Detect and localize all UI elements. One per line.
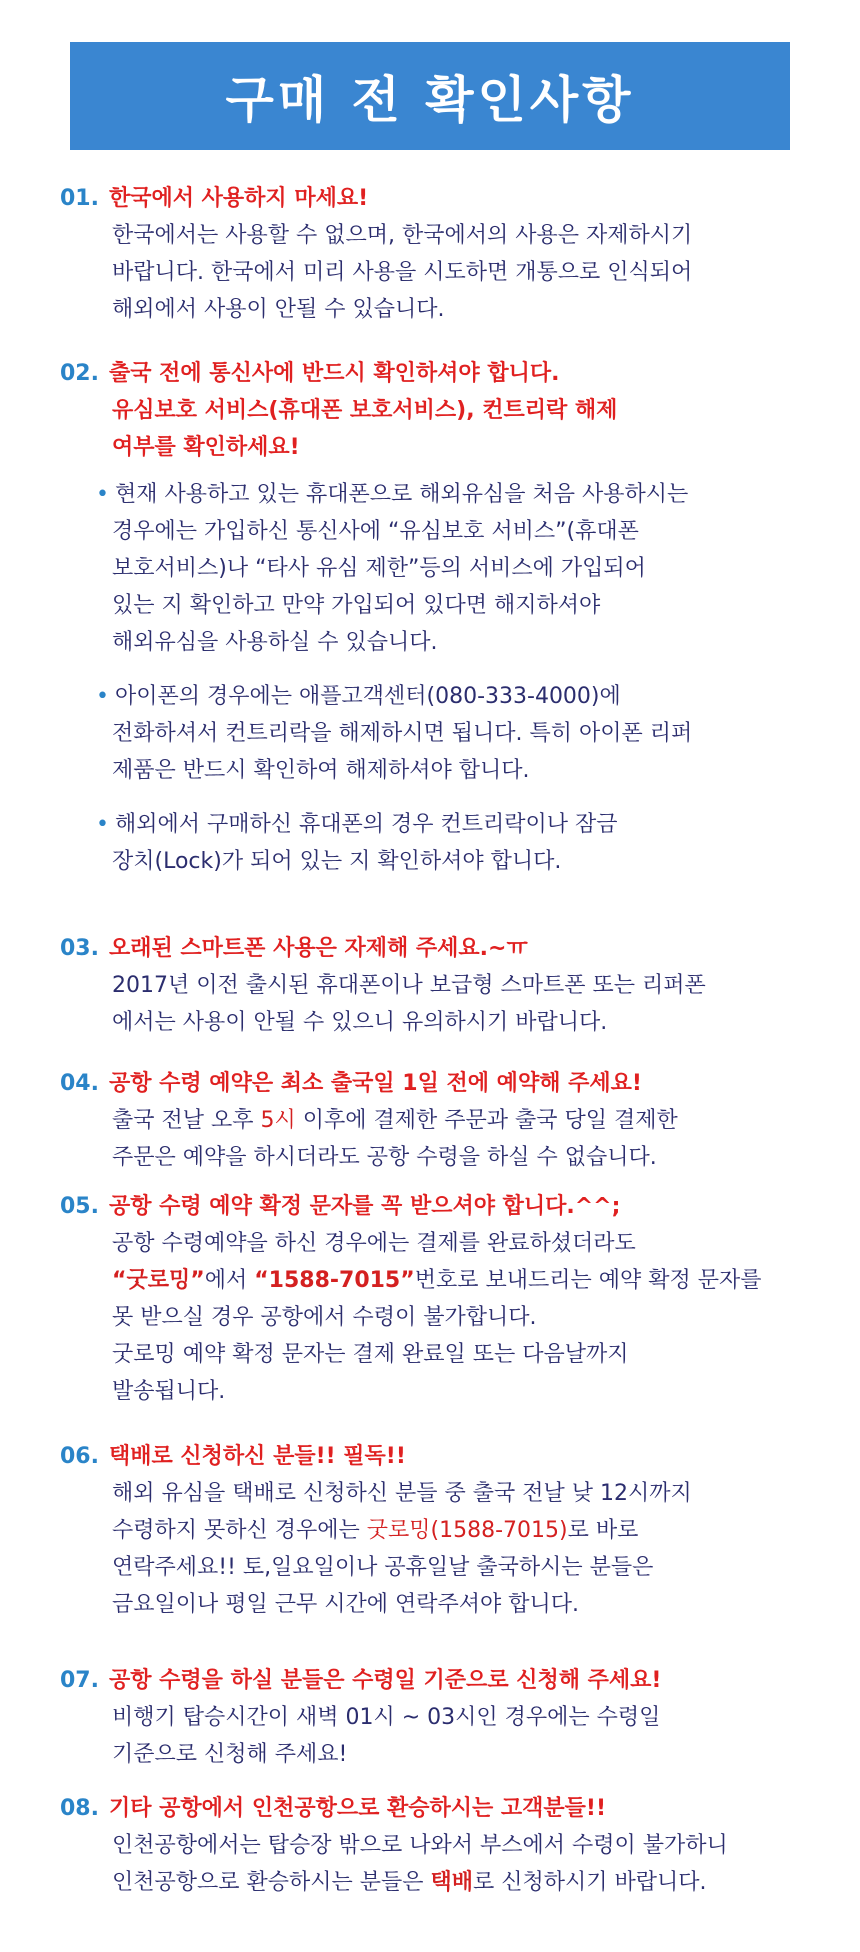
page-title: 구매 전 확인사항 (225, 71, 635, 129)
bullet-item-text: 있는 지 확인하고 만약 가입되어 있다면 해지하셔야 (112, 593, 601, 618)
section-02 (60, 355, 850, 880)
section-05-text: 못 받으실 경우 공항에서 수령이 불가합니다. (112, 1305, 537, 1330)
bullet-item-text: 경우에는 가입하신 통신사에 “유심보호 서비스”(휴대폰 (112, 519, 639, 544)
section-08-number: 08. (60, 1796, 99, 1821)
section-05-text: 공항 수령예약을 하신 경우에는 결제를 완료하셨더라도 (112, 1231, 636, 1256)
section-08-heading: 08. 기타 공항에서 인천공항으로 환승하시는 고객분들!! (60, 1796, 606, 1821)
bullet-dot-icon: • (96, 812, 109, 837)
section-06-text: 금요일이나 평일 근무 시간에 연락주셔야 합니다. (112, 1592, 580, 1617)
section-05-text: “굿로밍”에서 “1588-7015”번호로 보내드리는 예약 확정 문자를 (112, 1268, 762, 1293)
section-06-text: 해외 유심을 택배로 신청하신 분들 중 출국 전날 낮 12시까지 (112, 1481, 692, 1506)
section-03-number: 03. (60, 936, 99, 961)
section-07 (60, 1662, 850, 1773)
bullet-dot-icon: • (96, 482, 109, 507)
bullet-item: • 아이폰의 경우에는 애플고객센터(080-333-4000)에 (96, 684, 621, 709)
bullet-item-text: 제품은 반드시 확인하여 해제하셔야 합니다. (112, 758, 530, 783)
section-05-text: 발송됩니다. (112, 1379, 226, 1404)
bullet-item: • 해외에서 구매하신 휴대폰의 경우 컨트리락이나 잠금 (96, 812, 618, 837)
section-01-text: 바랍니다. 한국에서 미리 사용을 시도하면 개통으로 인식되어 (112, 260, 693, 285)
section-08-text: 인천공항으로 환승하시는 분들은 택배로 신청하시기 바랍니다. (112, 1870, 707, 1895)
section-01-text: 해외에서 사용이 안될 수 있습니다. (112, 297, 445, 322)
highlight-delivery: 택배 (430, 1870, 474, 1895)
section-08-text: 인천공항에서는 탑승장 밖으로 나와서 부스에서 수령이 불가하니 (112, 1833, 728, 1858)
section-06-number: 06. (60, 1444, 99, 1469)
section-06-heading: 06. 택배로 신청하신 분들!! 필독!! (60, 1444, 406, 1469)
section-04-heading: 04. 공항 수령 예약은 최소 출국일 1일 전에 예약해 주세요! (60, 1071, 642, 1096)
bullet-item-text: 보호서비스)나 “타사 유심 제한”등의 서비스에 가입되어 (112, 556, 646, 581)
section-06-text: 연락주세요!! 토,일요일이나 공휴일날 출국하시는 분들은 (112, 1555, 654, 1580)
section-05 (60, 1188, 850, 1410)
section-03-heading: 03. 오래된 스마트폰 사용은 자제해 주세요.~ㅠ (60, 936, 528, 961)
section-05-heading: 05. 공항 수령 예약 확정 문자를 꼭 받으셔야 합니다.^^; (60, 1194, 621, 1219)
section-03-text: 2017년 이전 출시된 휴대폰이나 보급형 스마트폰 또는 리퍼폰 (112, 973, 706, 998)
section-02-heading-line: 여부를 확인하세요! (112, 435, 300, 460)
section-04-text: 출국 전날 오후 5시 이후에 결제한 주문과 출국 당일 결제한 (112, 1108, 678, 1133)
section-07-text: 기준으로 신청해 주세요! (112, 1742, 348, 1767)
section-02-number: 02. (60, 361, 99, 386)
section-05-text: 굿로밍 예약 확정 문자는 결제 완료일 또는 다음날까지 (112, 1342, 629, 1367)
section-04 (60, 1065, 850, 1176)
section-01 (60, 180, 850, 328)
section-08 (60, 1790, 850, 1901)
bullet-item-text: 전화하셔서 컨트리락을 해제하시면 됩니다. 특히 아이폰 리퍼 (112, 721, 693, 746)
section-02-heading: 02. 출국 전에 통신사에 반드시 확인하셔야 합니다. (60, 361, 560, 386)
bullet-item-text: 해외유심을 사용하실 수 있습니다. (112, 630, 438, 655)
section-04-number: 04. (60, 1071, 99, 1096)
section-01-heading: 01. 한국에서 사용하지 마세요! (60, 186, 369, 211)
section-06-text: 수령하지 못하신 경우에는 굿로밍(1588-7015)로 바로 (112, 1518, 639, 1543)
highlight-brand: “굿로밍” (112, 1268, 205, 1293)
section-01-number: 01. (60, 186, 99, 211)
bullet-item: • 현재 사용하고 있는 휴대폰으로 해외유심을 처음 사용하시는 (96, 482, 689, 507)
section-05-number: 05. (60, 1194, 99, 1219)
section-07-heading: 07. 공항 수령을 하실 분들은 수령일 기준으로 신청해 주세요! (60, 1668, 662, 1693)
section-04-text: 주문은 예약을 하시더라도 공항 수령을 하실 수 없습니다. (112, 1145, 657, 1170)
section-02-heading-line: 유심보호 서비스(휴대폰 보호서비스), 컨트리락 해제 (112, 398, 618, 423)
section-03-text: 에서는 사용이 안될 수 있으니 유의하시기 바랍니다. (112, 1010, 608, 1035)
section-06 (60, 1438, 850, 1623)
section-07-number: 07. (60, 1668, 99, 1693)
bullet-dot-icon: • (96, 684, 109, 709)
highlight-phone: “1588-7015” (254, 1268, 415, 1293)
highlight-time: 5시 (260, 1108, 296, 1133)
section-01-text: 한국에서는 사용할 수 없으며, 한국에서의 사용은 자제하시기 (112, 223, 693, 248)
title-banner (70, 42, 790, 150)
section-03 (60, 930, 850, 1041)
section-07-text: 비행기 탑승시간이 새벽 01시 ~ 03시인 경우에는 수령일 (112, 1705, 661, 1730)
highlight-contact: 굿로밍(1588-7015) (366, 1518, 568, 1543)
bullet-item-text: 장치(Lock)가 되어 있는 지 확인하셔야 합니다. (112, 849, 562, 874)
